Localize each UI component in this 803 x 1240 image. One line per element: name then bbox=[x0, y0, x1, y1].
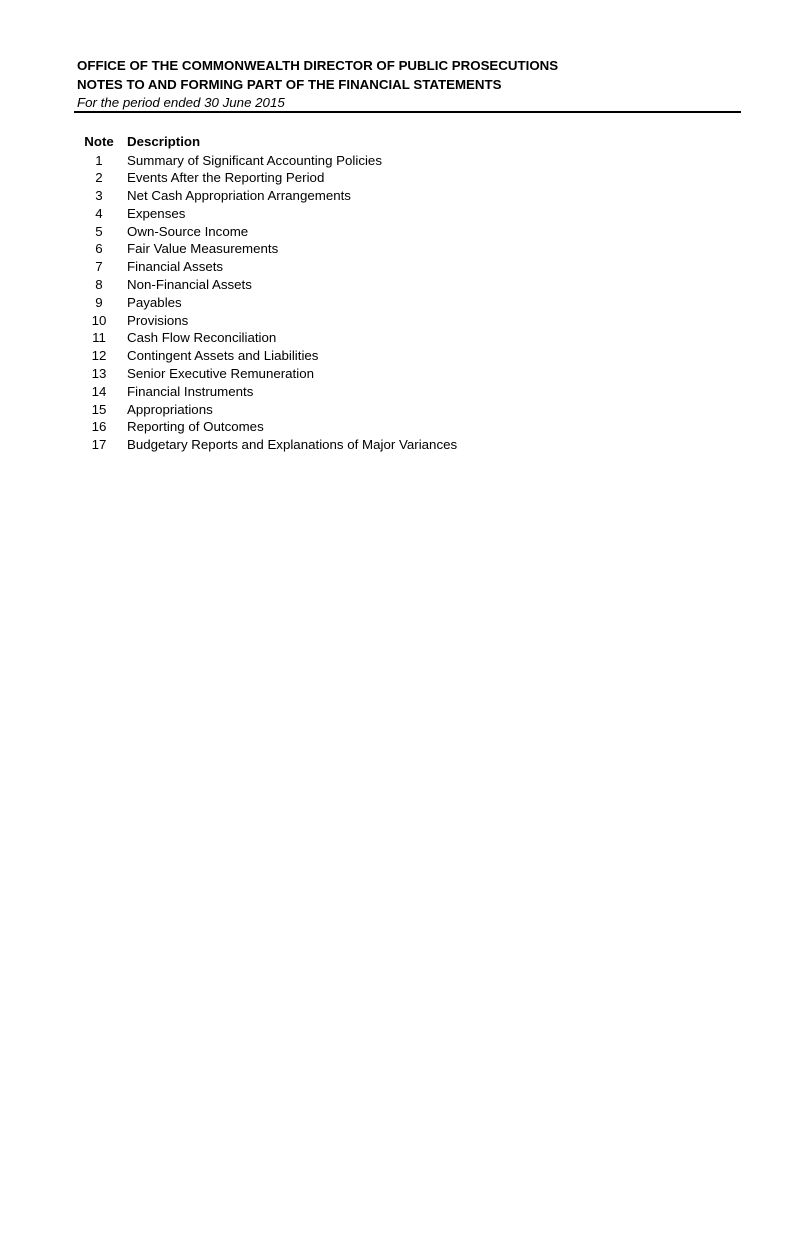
note-description: Appropriations bbox=[127, 401, 213, 417]
note-number: 1 bbox=[95, 152, 103, 168]
table-row bbox=[80, 365, 457, 383]
note-description: Net Cash Appropriation Arrangements bbox=[127, 188, 351, 204]
note-description: Senior Executive Remuneration bbox=[127, 366, 314, 382]
reporting-period: For the period ended 30 June 2015 bbox=[77, 95, 285, 110]
table-header-row bbox=[80, 133, 457, 152]
table-row bbox=[80, 187, 457, 205]
note-description: Financial Instruments bbox=[127, 383, 254, 399]
note-description: Summary of Significant Accounting Policies bbox=[127, 152, 382, 168]
table-row bbox=[80, 294, 457, 312]
table-row bbox=[80, 436, 457, 454]
table-row bbox=[80, 418, 457, 436]
note-number: 14 bbox=[91, 383, 107, 399]
note-description: Contingent Assets and Liabilities bbox=[127, 348, 319, 364]
note-description: Financial Assets bbox=[127, 259, 224, 275]
note-number: 6 bbox=[95, 241, 103, 257]
table-row bbox=[80, 223, 457, 241]
note-description: Budgetary Reports and Explanations of Major Variances bbox=[127, 437, 458, 453]
table-row bbox=[80, 276, 457, 294]
note-number: 5 bbox=[95, 223, 103, 239]
header-divider bbox=[74, 111, 741, 113]
notes-index-table bbox=[80, 133, 457, 454]
organisation-name: OFFICE OF THE COMMONWEALTH DIRECTOR OF PUBLIC PROSECUTIONS bbox=[77, 58, 559, 73]
note-description: Fair Value Measurements bbox=[127, 241, 279, 257]
note-description: Expenses bbox=[127, 205, 186, 221]
note-number: 17 bbox=[91, 437, 107, 453]
table-row bbox=[80, 169, 457, 187]
table-row bbox=[80, 152, 457, 170]
document-title: NOTES TO AND FORMING PART OF THE FINANCIAL STATEMENTS bbox=[77, 77, 502, 92]
note-number: 15 bbox=[91, 401, 107, 417]
note-number: 16 bbox=[91, 419, 107, 435]
table-row bbox=[80, 329, 457, 347]
table-row bbox=[80, 383, 457, 401]
column-header-description: Description bbox=[127, 134, 201, 150]
table-row bbox=[80, 258, 457, 276]
note-number: 4 bbox=[95, 205, 103, 221]
note-description: Events After the Reporting Period bbox=[127, 170, 325, 186]
note-number: 10 bbox=[91, 312, 107, 328]
note-number: 8 bbox=[95, 277, 103, 293]
note-description: Provisions bbox=[127, 312, 189, 328]
document-header bbox=[77, 56, 741, 112]
note-number: 12 bbox=[91, 348, 107, 364]
note-description: Cash Flow Reconciliation bbox=[127, 330, 277, 346]
table-row bbox=[80, 205, 457, 223]
table-row bbox=[80, 401, 457, 419]
note-description: Payables bbox=[127, 294, 182, 310]
note-number: 11 bbox=[92, 330, 106, 346]
note-number: 2 bbox=[95, 170, 103, 186]
note-number: 9 bbox=[95, 294, 103, 310]
note-number: 13 bbox=[91, 366, 107, 382]
note-description: Own-Source Income bbox=[127, 223, 249, 239]
table-row bbox=[80, 240, 457, 258]
note-number: 7 bbox=[95, 259, 103, 275]
note-description: Non-Financial Assets bbox=[127, 277, 252, 293]
table-row bbox=[80, 312, 457, 330]
note-description: Reporting of Outcomes bbox=[127, 419, 264, 435]
note-number: 3 bbox=[95, 188, 103, 204]
table-row bbox=[80, 347, 457, 365]
column-header-note: Note bbox=[84, 134, 114, 150]
